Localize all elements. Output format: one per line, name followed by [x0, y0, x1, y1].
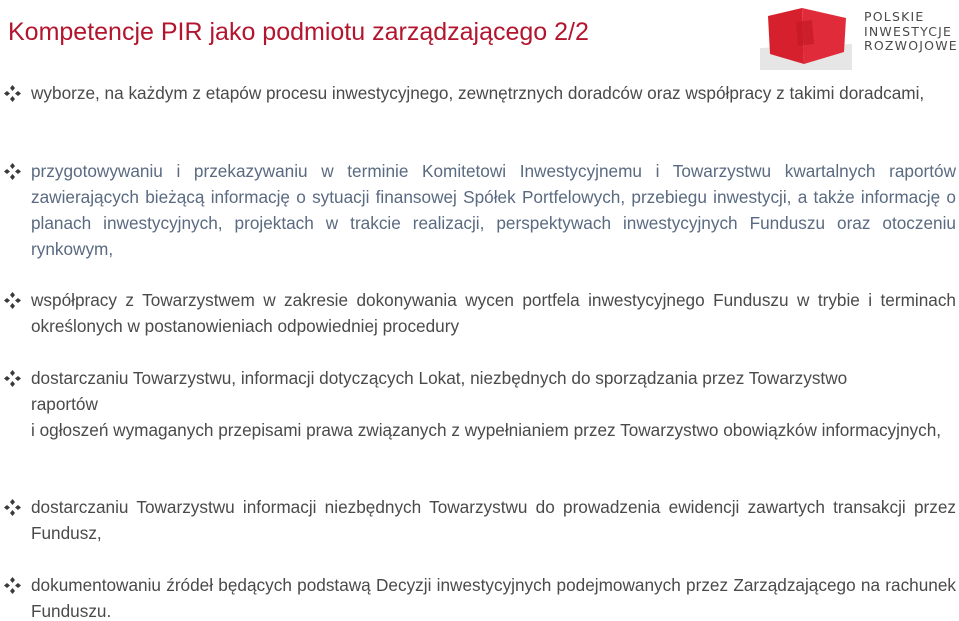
diamond-bullet-icon	[4, 577, 21, 594]
pir-logo-mark-icon	[760, 4, 852, 70]
bullet-text-line-2: raportów	[31, 394, 98, 414]
pir-logo-text	[864, 10, 958, 54]
bullet-text: współpracy z Towarzystwem w zakresie dokonywania wycen portfela inwestycyjnego Funduszu w trybie i terminach określonych w postanowieniach odpowiedniej procedury	[31, 290, 956, 336]
pir-logo	[760, 4, 956, 70]
page-title: Kompetencje PIR jako podmiotu zarządzającego 2/2	[8, 18, 589, 46]
diamond-bullet-icon	[4, 499, 21, 516]
bullet-text	[31, 365, 956, 443]
bullet-text: przygotowywaniu i przekazywaniu w terminie Komitetowi Inwestycyjnemu i Towarzystwu kwartalnych raportów zawierających bieżącą informację o sytuacji finansowej Spółek Portfelowych, przebiegu inwestycji, a także informację o planach inwestycyjnych, projektach w trakcie realizacji, perspektywach inwestycyjnych Funduszu oraz otoczeniu rynkowym,	[31, 161, 956, 259]
bullet-text: dokumentowaniu źródeł będących podstawą Decyzji inwestycyjnych podejmowanych przez Zarządzającego na rachunek Funduszu.	[31, 575, 956, 621]
diamond-bullet-icon	[4, 292, 21, 309]
logo-line-2: INWESTYCJE	[864, 23, 953, 39]
bullet-text-line-3: i ogłoszeń wymaganych przepisami prawa związanych z wypełnianiem przez Towarzystwo obowiązków informacyjnych,	[31, 420, 942, 440]
bullet-text-line-1: dostarczaniu Towarzystwu, informacji dotyczących Lokat, niezbędnych do sporządzania przez Towarzystwo	[31, 368, 848, 388]
bullet-text: wyborze, na każdym z etapów procesu inwestycyjnego, zewnętrznych doradców oraz współpracy z takimi doradcami,	[31, 83, 925, 103]
logo-line-1: POLSKIE	[864, 9, 925, 24]
diamond-bullet-icon	[4, 370, 21, 387]
diamond-bullet-icon	[4, 163, 21, 180]
logo-line-3: ROZWOJOWE	[864, 38, 958, 53]
diamond-bullet-icon	[4, 85, 21, 102]
bullet-text: dostarczaniu Towarzystwu informacji niezbędnych Towarzystwu do prowadzenia ewidencji zawartych transakcji przez Fundusz,	[31, 497, 956, 543]
